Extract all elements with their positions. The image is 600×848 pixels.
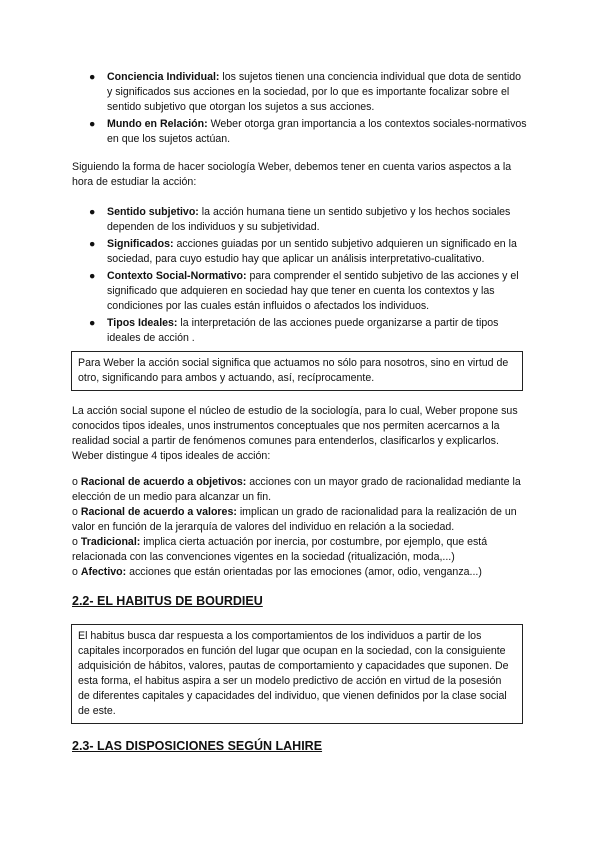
ideal-type-term: Afectivo: bbox=[80, 566, 127, 578]
section-heading-lahire: 2.3- LAS DISPOSICIONES SEGÚN LAHIRE bbox=[72, 739, 323, 753]
bullet-icon: ● bbox=[89, 238, 96, 250]
list-item bbox=[89, 70, 529, 115]
ideal-type-text: implica cierta actuación por inercia, por costumbre, por ejemplo, que está relacionada con las convenciones vigentes en la sociedad (ritualización, moda,...) bbox=[72, 536, 488, 563]
bullet-icon: ● bbox=[89, 118, 96, 130]
list-item-text: acciones guiadas por un sentido subjetivo adquieren un significado en la sociedad, para cuyo estudio hay que aplicar un análisis interpretativo-cualitativo. bbox=[107, 238, 517, 265]
ideal-type-text: acciones que están orientadas por las emociones (amor, odio, venganza...) bbox=[126, 566, 482, 578]
paragraph-intro-aspects: Siguiendo la forma de hacer sociología Weber, debemos tener en cuenta varios aspectos a la hora de estudiar la acción: bbox=[72, 161, 512, 188]
ideal-type-item bbox=[72, 475, 532, 505]
bullet-list-action-aspects bbox=[89, 205, 529, 348]
ideal-type-marker: o bbox=[72, 536, 81, 548]
bullet-icon: ● bbox=[89, 317, 96, 329]
ideal-type-marker: o bbox=[72, 476, 81, 488]
list-item-term: Significados: bbox=[107, 238, 174, 250]
callout-box-habitus bbox=[71, 624, 523, 724]
list-item bbox=[89, 237, 529, 267]
list-item-term: Tipos Ideales: bbox=[107, 317, 178, 329]
ideal-type-marker: o bbox=[72, 506, 81, 518]
paragraph-ideal-types: La acción social supone el núcleo de estudio de la sociología, para lo cual, Weber propone sus conocidos tipos ideales, unos instrumentos conceptuales que nos permiten acercarnos a la realidad social a partir de fenómenos comunes para entenderlos, clasificarlos y explicarlos. Weber distingue 4 tipos ideales de acción: bbox=[72, 405, 518, 462]
list-item-term: Mundo en Relación: bbox=[107, 118, 208, 130]
bullet-icon: ● bbox=[89, 71, 96, 83]
bullet-icon: ● bbox=[89, 206, 96, 218]
ideal-type-item bbox=[72, 565, 532, 580]
list-item-text: Weber otorga gran importancia a los contextos sociales-normativos en que los sujetos actúan. bbox=[107, 118, 527, 145]
bullet-icon: ● bbox=[89, 270, 96, 282]
ideal-type-term: Racional de acuerdo a objetivos: bbox=[80, 476, 247, 488]
callout-text: Para Weber la acción social significa que actuamos no sólo para nosotros, sino en virtud de otro, significando para ambos y actuando, así, recíprocamente. bbox=[78, 357, 509, 384]
list-item bbox=[89, 205, 529, 235]
bullet-list-weber-concepts bbox=[89, 70, 529, 149]
callout-box-social-action bbox=[71, 351, 523, 391]
ideal-type-term: Racional de acuerdo a valores: bbox=[80, 506, 237, 518]
ideal-type-text: acciones con un mayor grado de racionalidad mediante la elección de un medio para alcanzar un fin. bbox=[72, 476, 521, 503]
list-item-text: la interpretación de las acciones puede organizarse a partir de tipos ideales de acción . bbox=[107, 317, 499, 344]
ideal-types-list bbox=[72, 475, 532, 580]
section-heading-bourdieu: 2.2- EL HABITUS DE BOURDIEU bbox=[72, 594, 263, 608]
list-item-text: los sujetos tienen una conciencia individual que dota de sentido y significados sus acciones en la sociedad, por lo que es importante focalizar sobre el sentido subjetivo que otorgan los sujetos a sus acciones. bbox=[107, 71, 521, 113]
list-item-term: Sentido subjetivo: bbox=[107, 206, 199, 218]
ideal-type-marker: o bbox=[72, 566, 81, 578]
ideal-type-text: implican un grado de racionalidad para la realización de un valor en función de la jerarquía de valores del individuo en relación a la sociedad. bbox=[72, 506, 517, 533]
list-item-text: para comprender el sentido subjetivo de las acciones y el significado que adquieren en sociedad hay que tener en cuenta los contextos y las condiciones por las cuales están influidos o afectados los individuos. bbox=[107, 270, 519, 312]
list-item bbox=[89, 316, 529, 346]
callout-text: El habitus busca dar respuesta a los comportamientos de los individuos a partir de los capitales incorporados en función del lugar que ocupan en la sociedad, con la consiguiente adquisición de hábitos, valores, pautas de comportamiento y capacidades que suponen. De esta forma, el habitus aspira a ser un modelo predictivo de acción en virtud de la posesión de diferentes capitales y capacidades del individuo, que vienen definidos por la clase social de este. bbox=[78, 630, 509, 717]
list-item bbox=[89, 269, 529, 314]
list-item-term: Conciencia Individual: bbox=[107, 71, 220, 83]
ideal-type-item bbox=[72, 505, 532, 535]
list-item-term: Contexto Social-Normativo: bbox=[107, 270, 247, 282]
ideal-type-item bbox=[72, 535, 532, 565]
ideal-type-term: Tradicional: bbox=[80, 536, 141, 548]
list-item-text: la acción humana tiene un sentido subjetivo y los hechos sociales dependen de los individuos y su subjetividad. bbox=[107, 206, 511, 233]
list-item bbox=[89, 117, 529, 147]
